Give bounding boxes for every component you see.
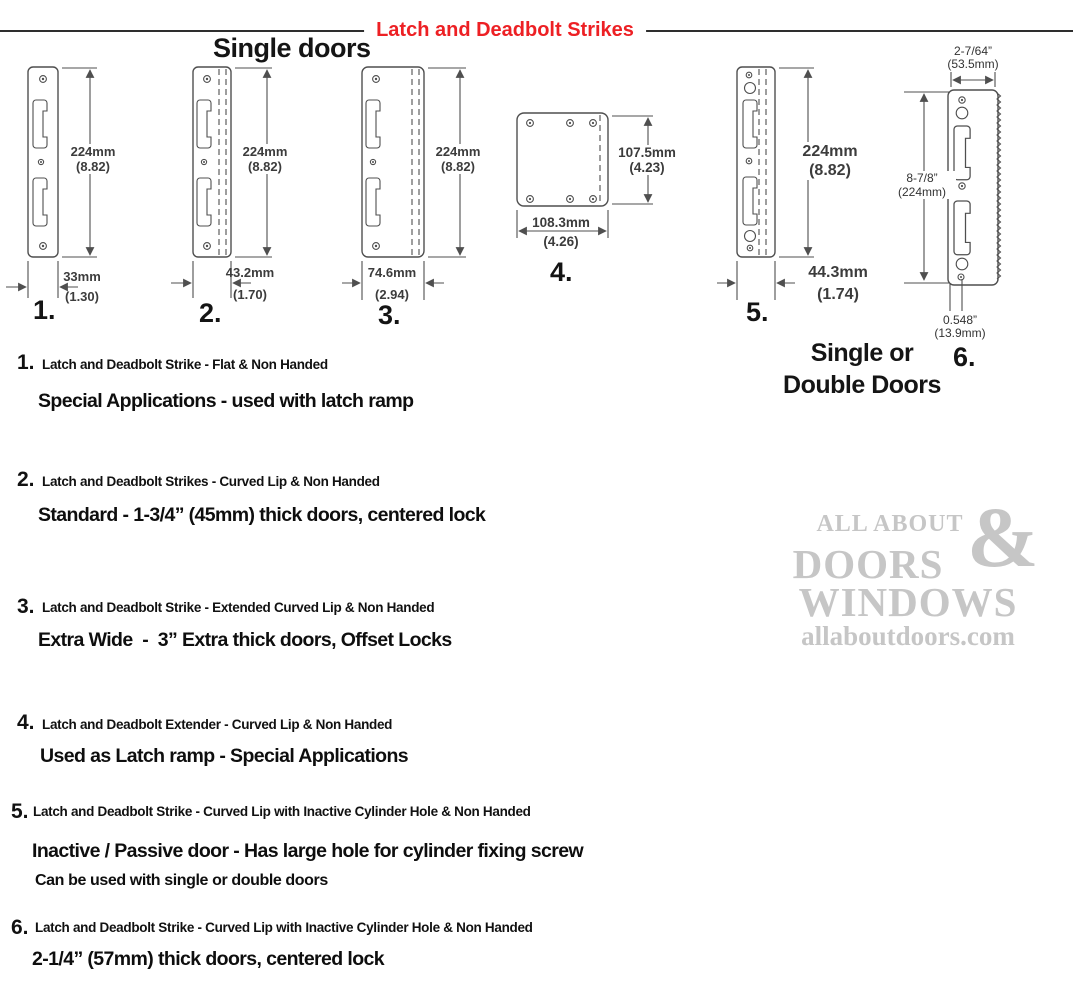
row3-number: 3. (17, 595, 35, 618)
row6-detail: 2-1/4” (57mm) thick doors, centered lock (32, 948, 385, 970)
plate5-height-label: 224mm (8.82) (792, 142, 868, 180)
watermark-line2: DOORS (792, 541, 944, 587)
row5-heading: Latch and Deadbolt Strike - Curved Lip with Inactive Cylinder Hole & Non Handed (33, 804, 531, 819)
plate3-width-label-in: (2.94) (375, 287, 409, 302)
row5-number: 5. (11, 800, 29, 823)
watermark-line3: WINDOWS (798, 579, 1018, 625)
plate6-width-label-in: 2-7/64” (953, 44, 993, 58)
plate1-height-label: 224mm (8.82) (64, 144, 122, 174)
plate6-height-label: 8-7/8” (224mm) (888, 171, 956, 199)
plate3-width-label-mm: 74.6mm (367, 265, 417, 280)
plate4-width-label-in: (4.26) (543, 234, 579, 249)
plate2-width-label-mm: 43.2mm (225, 265, 275, 280)
row6-heading: Latch and Deadbolt Strike - Curved Lip with Inactive Cylinder Hole & Non Handed (35, 920, 533, 935)
plate-2-curved-lip-strike (171, 67, 272, 298)
plate5-width-label-mm: 44.3mm (808, 264, 868, 281)
row2-number: 2. (17, 468, 35, 491)
row2-heading: Latch and Deadbolt Strikes - Curved Lip & Non Handed (42, 474, 380, 489)
single-or-double-doors-label: Single or Double Doors (783, 339, 941, 399)
row3-heading: Latch and Deadbolt Strike - Extended Curved Lip & Non Handed (42, 600, 435, 615)
row2-detail: Standard - 1-3/4” (45mm) thick doors, centered lock (38, 504, 486, 526)
row4-number: 4. (17, 711, 35, 734)
page-title: Latch and Deadbolt Strikes (364, 19, 646, 42)
plate4-number: 4. (550, 257, 573, 287)
plate6-cylinder-label-in: 0.548” (942, 313, 978, 327)
watermark-line1: ALL ABOUT (816, 511, 964, 537)
watermark-ampersand: & (967, 489, 1039, 585)
row1-detail: Special Applications - used with latch ramp (38, 390, 414, 412)
plate6-width-label-mm: (53.5mm) (947, 57, 999, 71)
plate5-width-label-in: (1.74) (817, 286, 859, 303)
plate4-height-label: 107.5mm (4.23) (615, 145, 679, 175)
row6-number: 6. (11, 916, 29, 939)
plate1-width-label-mm: 33mm (63, 269, 101, 284)
row5-detail: Inactive / Passive door - Has large hole for cylinder fixing screw (32, 840, 584, 862)
row3-detail: Extra Wide - 3” Extra thick doors, Offset Locks (38, 629, 452, 651)
plate3-number: 3. (378, 300, 401, 330)
plate6-cylinder-label-mm: (13.9mm) (934, 326, 986, 340)
plate6-number: 6. (953, 342, 976, 372)
plate5-number: 5. (746, 297, 769, 327)
row4-heading: Latch and Deadbolt Extender - Curved Lip & Non Handed (42, 717, 393, 732)
watermark-line4: allaboutdoors.com (801, 621, 1015, 651)
plate2-height-label: 224mm (8.82) (237, 144, 293, 174)
row1-heading: Latch and Deadbolt Strike - Flat & Non Handed (42, 357, 328, 372)
plate2-number: 2. (199, 298, 222, 328)
plate1-number: 1. (33, 295, 56, 325)
row4-detail: Used as Latch ramp - Special Applications (40, 745, 409, 767)
watermark (772, 489, 1044, 656)
plate2-width-label-in: (1.70) (233, 287, 267, 302)
row1-number: 1. (17, 351, 35, 374)
single-doors-label: Single doors (213, 33, 371, 63)
plate3-height-label: 224mm (8.82) (430, 144, 486, 174)
plate-1-flat-strike (6, 67, 97, 298)
plate4-width-label-mm: 108.3mm (532, 215, 590, 230)
plate1-width-label-in: (1.30) (65, 289, 99, 304)
row5-note: Can be used with single or double doors (35, 872, 328, 889)
